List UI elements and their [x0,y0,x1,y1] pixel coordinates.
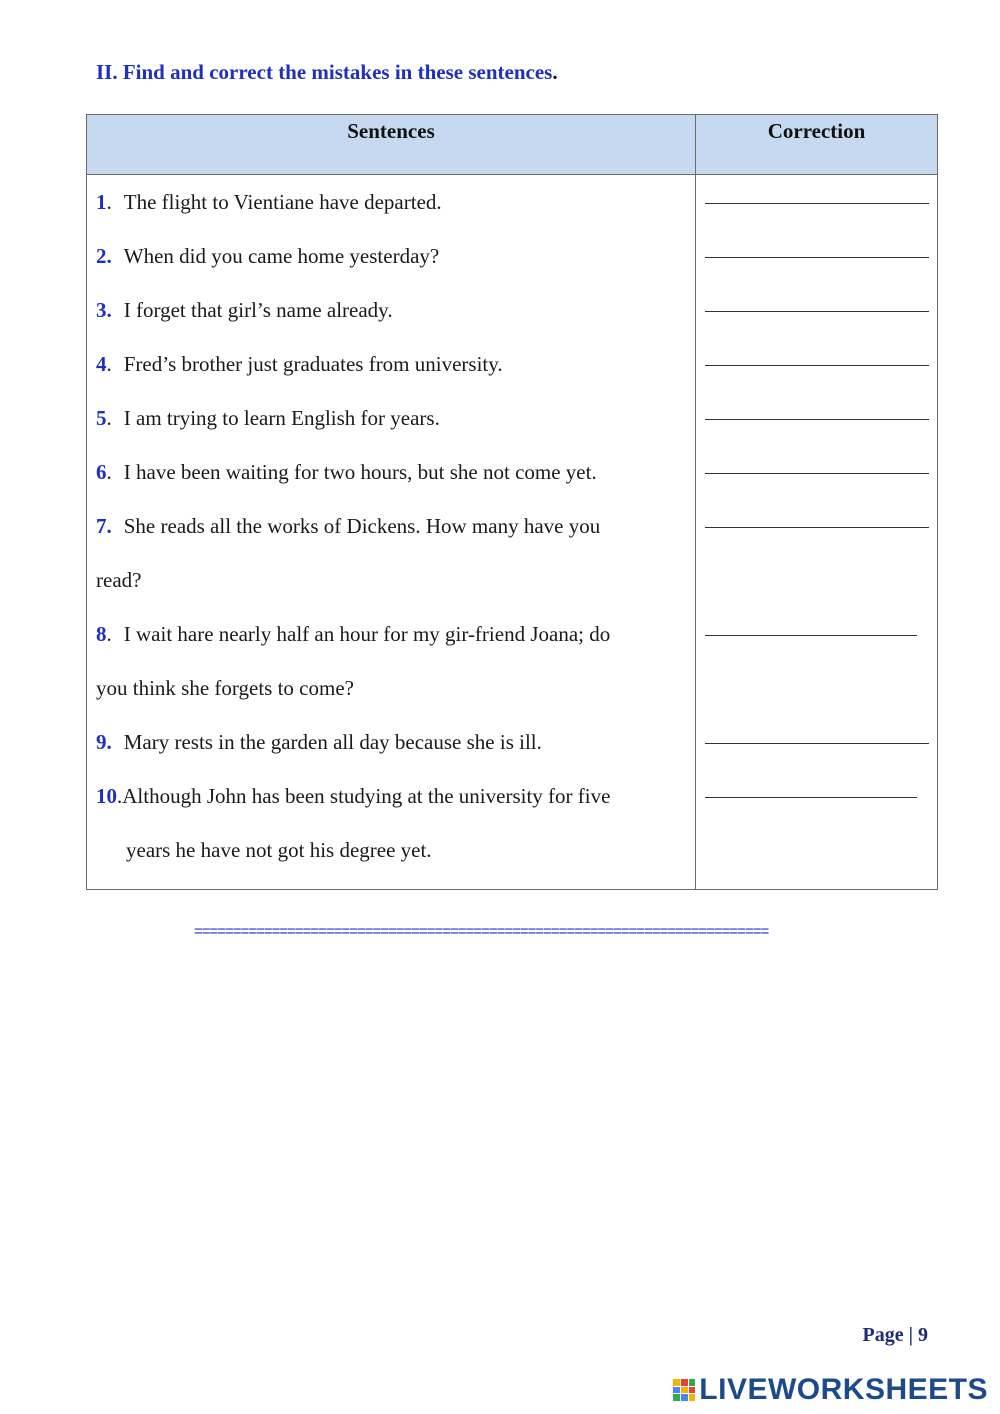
item-number: 9. [96,730,112,754]
item-number: 7. [96,514,112,538]
sentence-text: The flight to Vientiane have departed. [123,190,442,214]
answer-blank-7[interactable] [705,527,929,528]
sentence-text: Fred’s brother just graduates from university. [123,352,503,376]
answer-blank-8[interactable] [705,635,917,636]
sentence-text: I have been waiting for two hours, but she not come yet. [123,460,597,484]
answer-blank-10[interactable] [705,797,917,798]
answer-blank-1[interactable] [705,203,929,204]
sentence-text: When did you came home yesterday? [123,244,440,268]
table-row [87,499,938,607]
item-number: 4 [96,352,107,376]
sentence-text: Mary rests in the garden all day because she is ill. [123,730,542,754]
item-number: 10 [96,784,117,808]
item-number: 3. [96,298,112,322]
table-row: 6. I have been waiting for two hours, but she not come yet. [87,445,938,499]
sentence-continuation: years he have not got his degree yet. [126,838,432,862]
item-number: 1 [96,190,107,214]
table-row: 10.Although John has been studying at the university for five years he have not got his degree yet. [87,769,938,890]
table-row: 5. I am trying to learn English for years. [87,391,938,445]
answer-blank-5[interactable] [705,419,929,420]
section-heading: II. Find and correct the mistakes in these sentences. [96,60,558,84]
table-row: 1. The flight to Vientiane have departed. [87,175,938,230]
table-row: 4. Fred’s brother just graduates from university. [87,337,938,391]
answer-blank-6[interactable] [705,473,929,474]
liveworksheets-logo [673,1374,988,1406]
item-number: 5 [96,406,107,430]
sentence-text: Although John has been studying at the university for five [122,784,611,808]
answer-blank-3[interactable] [705,311,929,312]
logo-grid-icon [673,1379,695,1401]
page-number: Page | 9 [862,1324,928,1346]
sentence-continuation: read? [96,568,142,592]
sentence-text: I wait hare nearly half an hour for my gir-friend Joana; do [123,622,611,646]
sentence-text: She reads all the works of Dickens. How many have you [123,514,601,538]
answer-blank-9[interactable] [705,743,929,744]
answer-blank-4[interactable] [705,365,929,366]
table-row [87,715,938,769]
item-number: 8 [96,622,107,646]
sentence-continuation: you think she forgets to come? [96,676,354,700]
correction-header: Correction [696,115,938,175]
item-number: 2. [96,244,112,268]
table-row [87,283,938,337]
divider-line: ========================================================================== [194,926,769,938]
sentence-text: I am trying to learn English for years. [123,406,440,430]
item-number: 6 [96,460,107,484]
table-row [87,229,938,283]
table-row: 8. I wait hare nearly half an hour for my gir-friend Joana; do you think she forgets to come? [87,607,938,715]
sentences-header: Sentences [87,115,696,175]
answer-blank-2[interactable] [705,257,929,258]
sentence-text: I forget that girl’s name already. [123,298,393,322]
brand-name: LIVEWORKSHEETS [699,1373,988,1406]
exercise-table [86,114,938,890]
